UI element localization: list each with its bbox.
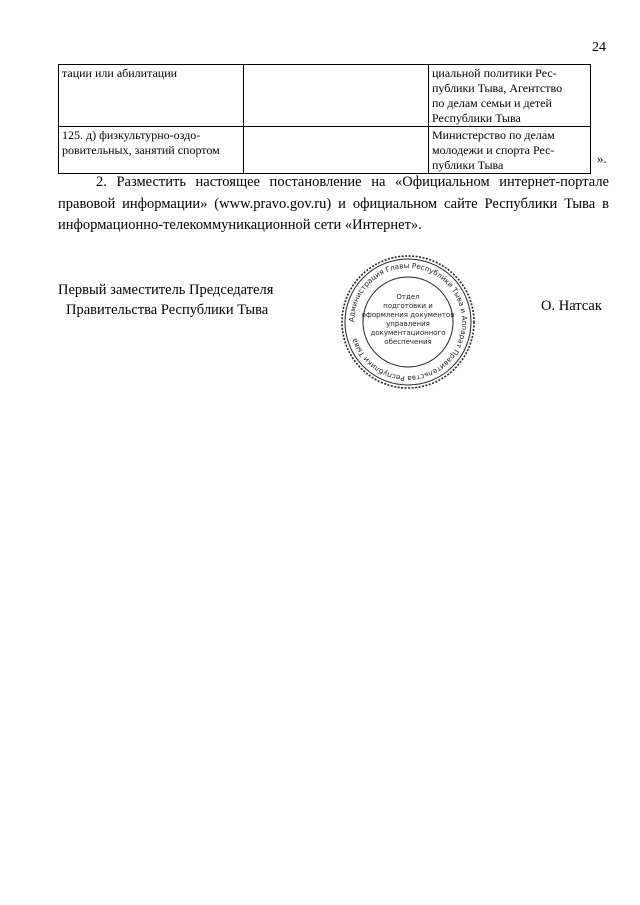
stamp-center-line: Отдел [396,293,420,301]
cell-line: Министерство по делам [432,128,555,142]
body-paragraph [58,172,609,237]
table-cell [244,65,429,127]
stamp-center-line: документационного [370,329,446,337]
official-stamp [338,252,478,392]
paragraph-line: 2. Разместить настоящее постановление на «Официальном интернет-портале [96,174,609,190]
signer-title-line: Правительства Республики Тыва [66,302,269,318]
cell-line: молодежи и спорта Рес- [432,143,555,157]
signer-title [58,280,273,320]
table-cell [59,65,244,127]
stamp-center-line: управления [386,320,430,328]
closing-quote: ». [597,151,607,166]
cell-line: циальной политики Рес- [432,66,557,80]
stamp-center-line: обеспечения [384,338,432,346]
cell-line: ровительных, занятий спортом [62,143,220,157]
cell-line: по делам семьи и детей [432,96,552,110]
table-row [59,127,591,174]
table-cell [59,127,244,174]
paragraph-line: правовой информации» (www.pravo.gov.ru) и официальном сайте Республики Тыва в [58,195,609,212]
table-cell [244,127,429,174]
signer-title-line: Первый заместитель Председателя [58,282,274,298]
cell-line: публики Тыва [432,158,504,172]
paragraph-line: информационно-телекоммуникационной сети «Интернет». [58,217,422,233]
table-cell [429,65,591,127]
table-row [59,65,591,127]
signer-name: О. Натсак [541,298,602,314]
page-number: 24 [592,40,606,55]
document-table [58,64,591,174]
table-cell [429,127,591,174]
cell-line: 125. д) физкультурно-оздо- [62,128,201,142]
stamp-center-line: подготовки и [383,302,433,310]
cell-line: тации или абилитации [62,66,178,80]
cell-line: Республики Тыва [432,111,521,125]
stamp-ring-text: Администрация Главы Республики Тыва и Аппарат Правительства Республики Тыва [346,260,470,384]
cell-line: публики Тыва, Агентство [432,81,563,95]
stamp-center-line: оформления документов [361,311,455,319]
